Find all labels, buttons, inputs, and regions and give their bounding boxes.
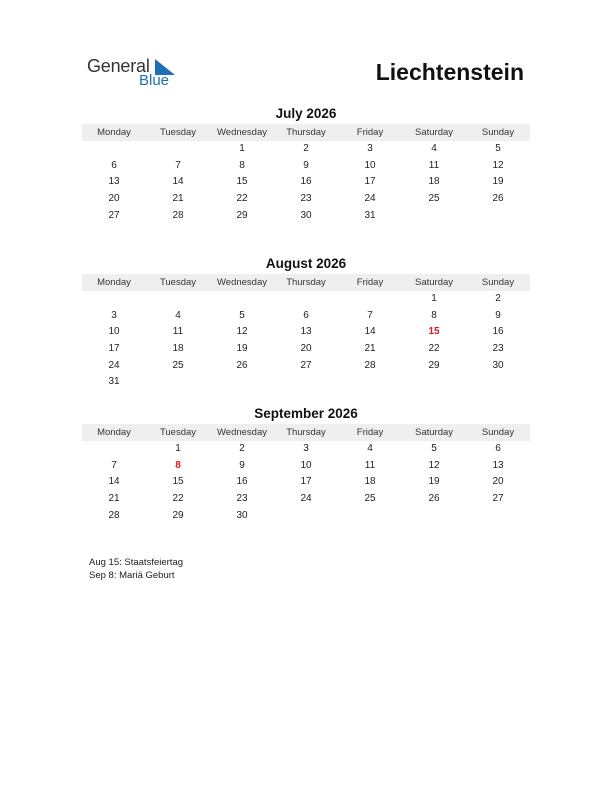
weekday-label: Tuesday <box>159 277 197 288</box>
week-row <box>82 374 530 391</box>
week-row <box>82 474 530 491</box>
week-row <box>82 208 530 225</box>
weekday-label: Monday <box>97 127 131 138</box>
day-cell <box>338 291 402 308</box>
holiday-notes <box>89 556 183 582</box>
day-cell: 4 <box>431 143 437 154</box>
day-cell: 30 <box>300 209 312 221</box>
week-row <box>82 291 530 308</box>
day-cell: 9 <box>303 159 309 171</box>
day-cell: 31 <box>364 209 376 221</box>
day-cell: 4 <box>367 443 373 454</box>
day-cell <box>338 508 402 525</box>
weekday-label: Monday <box>97 427 131 438</box>
weekday-label: Thursday <box>286 427 326 438</box>
weekday-label: Saturday <box>414 427 454 438</box>
weekday-header <box>82 124 530 141</box>
day-cell: 11 <box>172 326 184 338</box>
day-cell: 18 <box>172 343 184 355</box>
day-cell: 14 <box>172 176 184 188</box>
day-cell: 17 <box>108 343 120 355</box>
day-cell: 2 <box>495 293 501 304</box>
day-cell: 16 <box>236 476 248 488</box>
day-cell <box>82 441 146 458</box>
weekday-label: Saturday <box>414 277 454 288</box>
day-cell <box>146 141 210 158</box>
weekday-label: Sunday <box>481 127 515 138</box>
day-cell: 3 <box>111 309 117 321</box>
week-row <box>82 491 530 508</box>
day-cell: 14 <box>108 476 120 488</box>
day-cell: 15 <box>172 476 184 488</box>
day-cell: 3 <box>367 143 373 154</box>
day-cell <box>466 508 530 525</box>
day-cell: 20 <box>300 343 312 355</box>
day-cell: 21 <box>172 193 184 205</box>
week-row <box>82 358 530 375</box>
day-cell: 8 <box>431 309 437 321</box>
day-cell: 23 <box>236 493 248 505</box>
day-cell: 26 <box>428 493 440 505</box>
day-cell: 2 <box>239 443 245 454</box>
day-cell: 5 <box>239 309 245 321</box>
month-title: September 2026 <box>254 406 358 421</box>
day-cell: 11 <box>364 459 376 471</box>
holiday-note: Aug 15: Staatsfeiertag <box>89 557 184 568</box>
day-cell: 14 <box>364 326 376 338</box>
day-cell: 7 <box>175 159 181 171</box>
day-cell <box>82 141 146 158</box>
day-cell: 9 <box>495 309 501 321</box>
generalblue-logo <box>87 56 187 92</box>
day-cell: 7 <box>111 459 117 471</box>
day-cell: 13 <box>108 176 120 188</box>
weekday-label: Tuesday <box>159 127 197 138</box>
day-cell: 1 <box>175 443 181 454</box>
day-cell: 24 <box>300 493 312 505</box>
day-cell: 10 <box>364 159 376 171</box>
day-cell: 20 <box>108 193 120 205</box>
day-cell <box>82 291 146 308</box>
week-row <box>82 174 530 191</box>
day-cell <box>402 508 466 525</box>
day-cell: 12 <box>492 159 504 171</box>
day-cell: 11 <box>428 159 440 171</box>
weekday-header <box>82 424 530 441</box>
day-cell: 10 <box>108 326 120 338</box>
day-cell: 7 <box>367 309 373 321</box>
day-cell: 28 <box>108 509 120 521</box>
country-title: Liechtenstein <box>375 59 524 85</box>
day-cell: 26 <box>236 359 248 371</box>
day-cell: 24 <box>108 359 120 371</box>
day-cell <box>274 508 338 525</box>
day-cell <box>338 374 402 391</box>
day-cell: 29 <box>172 509 184 521</box>
weekday-label: Friday <box>356 277 384 288</box>
day-cell: 30 <box>492 359 504 371</box>
week-row <box>82 308 530 325</box>
day-cell: 12 <box>236 326 248 338</box>
week-row <box>82 458 530 475</box>
weekday-label: Tuesday <box>159 427 197 438</box>
day-cell: 30 <box>236 509 248 521</box>
week-row <box>82 141 530 158</box>
holiday-day-cell: 15 <box>428 326 440 338</box>
week-row <box>82 508 530 525</box>
weekday-label: Friday <box>356 427 384 438</box>
day-cell: 22 <box>172 493 184 505</box>
day-cell: 16 <box>492 326 504 338</box>
month-calendar <box>82 405 530 524</box>
week-row <box>82 441 530 458</box>
day-cell: 25 <box>172 359 184 371</box>
month-calendar <box>82 255 530 391</box>
weekday-label: Thursday <box>286 127 326 138</box>
day-cell: 19 <box>492 176 504 188</box>
day-cell: 1 <box>431 293 437 304</box>
day-cell: 29 <box>236 209 248 221</box>
day-cell <box>466 208 530 225</box>
holiday-day-cell: 8 <box>175 459 181 471</box>
day-cell: 28 <box>364 359 376 371</box>
day-cell: 27 <box>492 493 504 505</box>
day-cell: 3 <box>303 443 309 454</box>
day-cell: 28 <box>172 209 184 221</box>
day-cell: 22 <box>236 193 248 205</box>
weekday-label: Monday <box>97 277 131 288</box>
day-cell: 27 <box>300 359 312 371</box>
day-cell: 24 <box>364 193 376 205</box>
day-cell: 6 <box>111 159 117 171</box>
logo-general-text: General <box>87 56 150 76</box>
weekday-label: Saturday <box>414 127 454 138</box>
day-cell: 17 <box>364 176 376 188</box>
weekday-label: Sunday <box>481 277 515 288</box>
week-row <box>82 341 530 358</box>
week-row <box>82 191 530 208</box>
day-cell: 23 <box>492 343 504 355</box>
day-cell <box>146 374 210 391</box>
day-cell: 29 <box>428 359 440 371</box>
day-cell: 9 <box>239 459 245 471</box>
day-cell: 17 <box>300 476 312 488</box>
day-cell: 20 <box>492 476 504 488</box>
day-cell <box>402 374 466 391</box>
month-title: August 2026 <box>265 256 347 271</box>
day-cell: 5 <box>495 143 501 154</box>
month-calendar <box>82 105 530 224</box>
day-cell: 31 <box>108 376 120 388</box>
day-cell: 13 <box>300 326 312 338</box>
weekday-label: Wednesday <box>217 427 267 438</box>
day-cell: 1 <box>239 143 245 154</box>
day-cell: 13 <box>492 459 504 471</box>
day-cell: 21 <box>108 493 120 505</box>
day-cell: 22 <box>428 343 440 355</box>
day-cell: 19 <box>236 343 248 355</box>
day-cell: 15 <box>236 176 248 188</box>
day-cell: 21 <box>364 343 376 355</box>
day-cell: 23 <box>300 193 312 205</box>
weekday-label: Sunday <box>481 427 515 438</box>
week-row <box>82 324 530 341</box>
day-cell: 2 <box>303 143 309 154</box>
day-cell: 18 <box>364 476 376 488</box>
holiday-note: Sep 8: Mariä Geburt <box>89 570 175 581</box>
day-cell: 25 <box>428 193 440 205</box>
day-cell: 26 <box>492 193 504 205</box>
weekday-header <box>82 274 530 291</box>
day-cell: 19 <box>428 476 440 488</box>
day-cell <box>402 208 466 225</box>
week-row <box>82 158 530 175</box>
weekday-label: Friday <box>356 127 384 138</box>
day-cell: 27 <box>108 209 120 221</box>
weekday-label: Wednesday <box>217 127 267 138</box>
day-cell: 8 <box>239 159 245 171</box>
day-cell: 10 <box>300 459 312 471</box>
day-cell: 25 <box>364 493 376 505</box>
day-cell <box>274 374 338 391</box>
month-title: July 2026 <box>275 106 337 121</box>
day-cell <box>210 374 274 391</box>
day-cell <box>274 291 338 308</box>
day-cell: 4 <box>175 309 181 321</box>
day-cell: 5 <box>431 443 437 454</box>
day-cell <box>210 291 274 308</box>
day-cell <box>466 374 530 391</box>
day-cell: 6 <box>495 443 501 454</box>
day-cell <box>146 291 210 308</box>
logo-blue-text: Blue <box>139 72 170 89</box>
day-cell: 16 <box>300 176 312 188</box>
weekday-label: Thursday <box>286 277 326 288</box>
day-cell: 6 <box>303 309 309 321</box>
weekday-label: Wednesday <box>217 277 267 288</box>
day-cell: 12 <box>428 459 440 471</box>
day-cell: 18 <box>428 176 440 188</box>
